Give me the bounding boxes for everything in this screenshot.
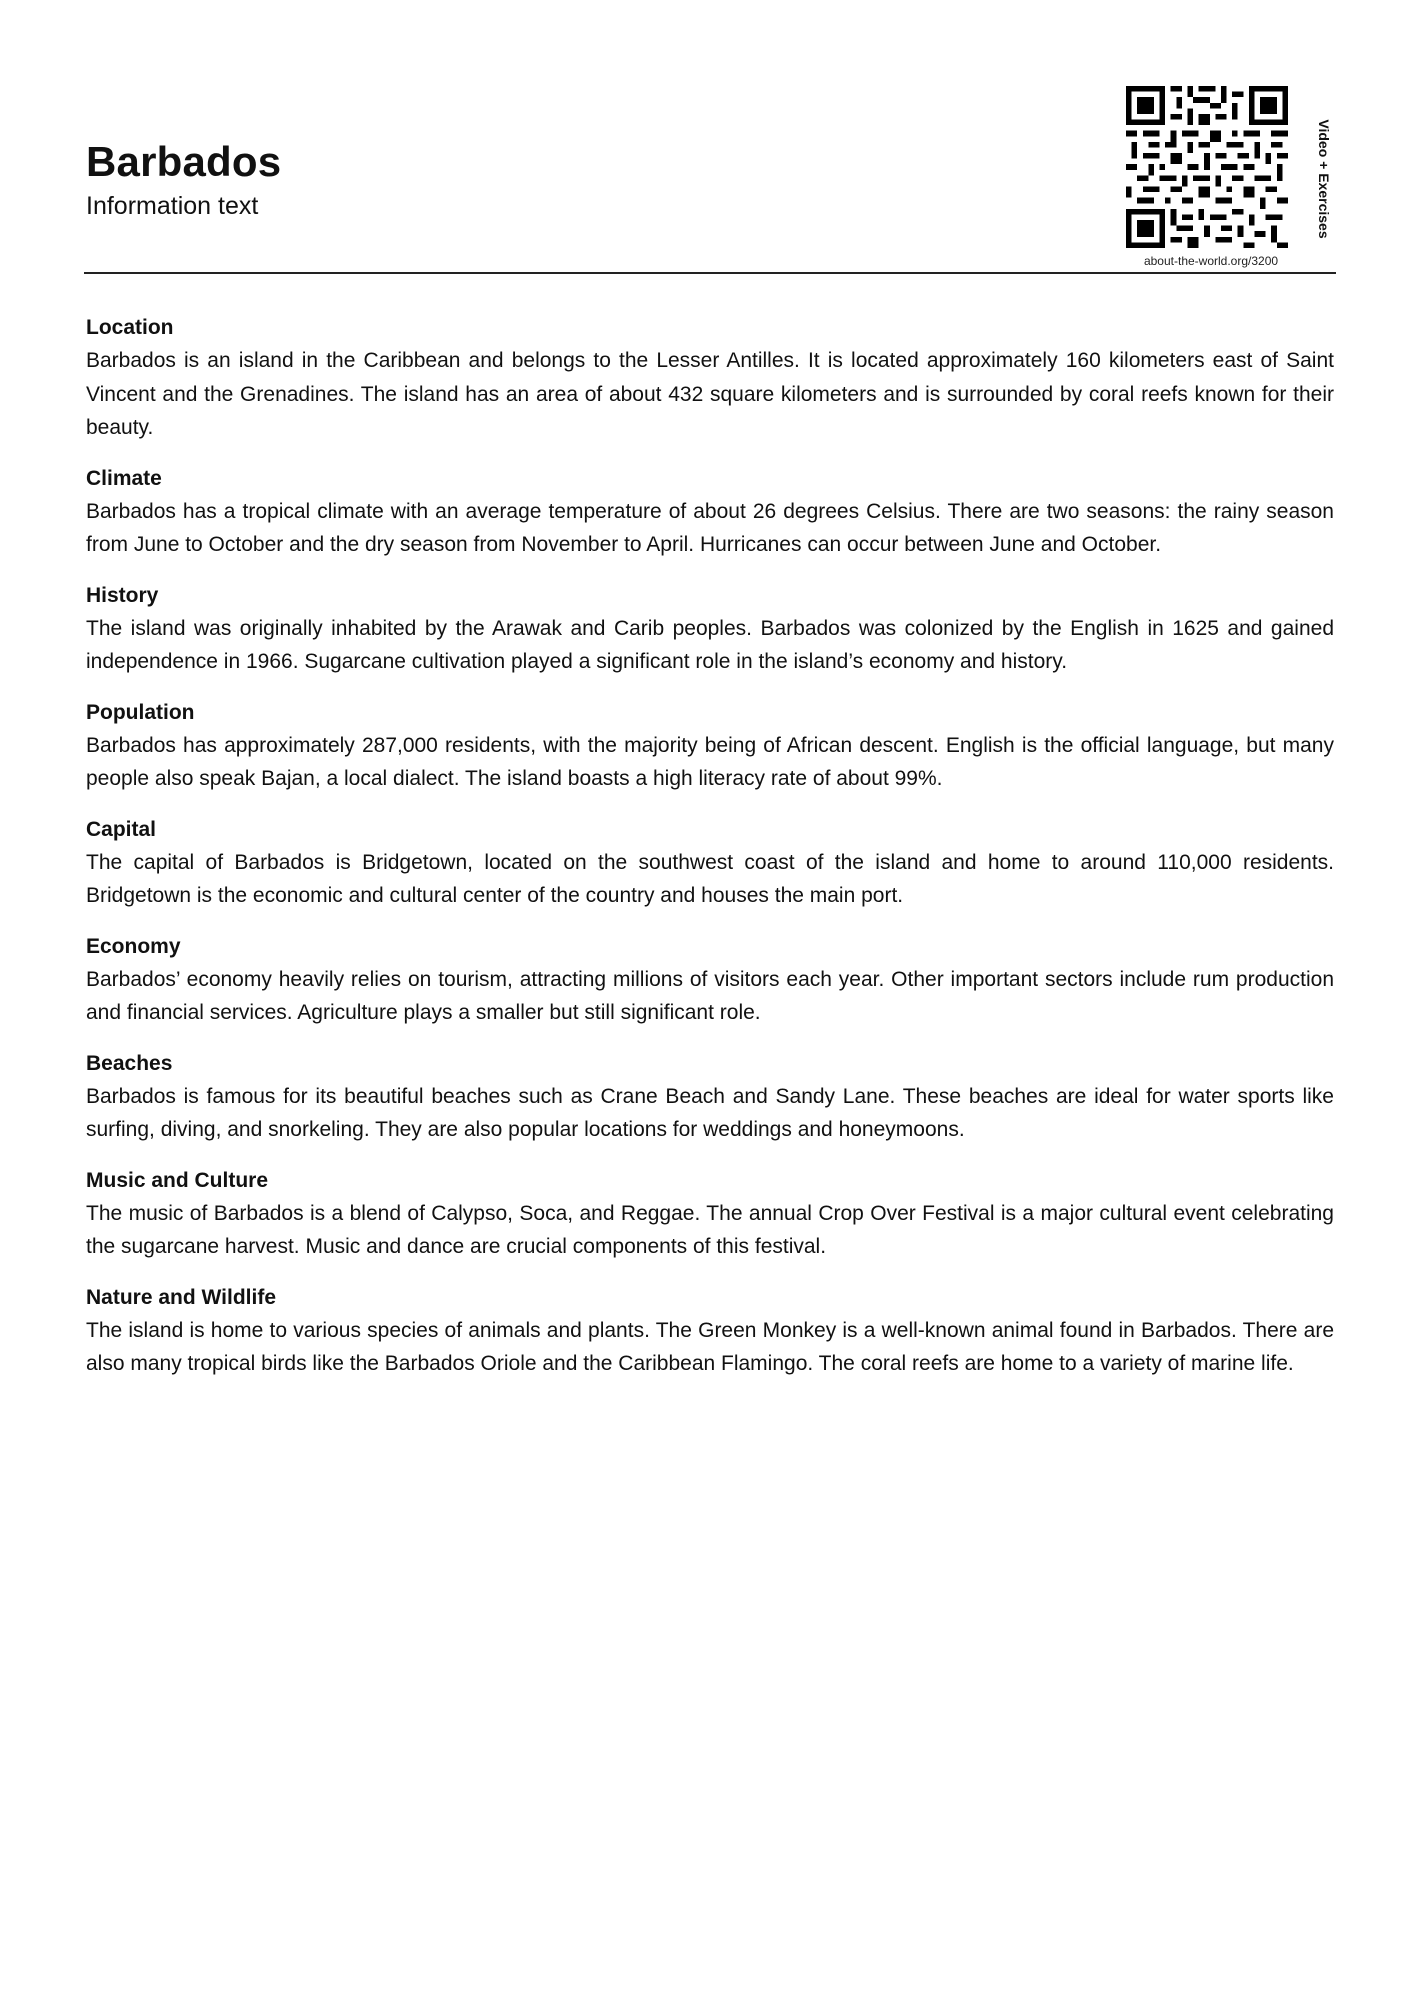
section-heading: Population	[86, 700, 195, 724]
section-history	[86, 580, 1334, 679]
section-text: Barbados is an island in the Caribbean and belongs to the Lesser Antilles. It is located approximately 160 kilometers east of Saint Vincent and the Grenadines. The island has an area of about 432 square kilometers and is surrounded by coral reefs known for their beauty.	[86, 349, 1334, 439]
section-location	[86, 312, 1334, 445]
section-text: The music of Barbados is a blend of Calypso, Soca, and Reggae. The annual Crop Over Festival is a major cultural event celebrating the sugarcane harvest. Music and dance are crucial components of this festival.	[86, 1201, 1334, 1258]
section-heading: Location	[86, 316, 174, 339]
section-heading: Nature and Wildlife	[86, 1285, 276, 1309]
section-text: The capital of Barbados is Bridgetown, located on the southwest coast of the island and home to around 110,000 residents. Bridgetown is the economic and cultural center of the country and houses the main port.	[86, 850, 1334, 907]
section-text: Barbados has approximately 287,000 residents, with the majority being of African descent. English is the official language, but many people also speak Bajan, a local dialect. The island boasts a high literacy rate of about 99%.	[86, 733, 1334, 790]
video-exercises-label: Video + Exercises	[1316, 119, 1332, 239]
page-title: Barbados	[86, 138, 282, 185]
section-text: The island is home to various species of animals and plants. The Green Monkey is a well-known animal found in Barbados. There are also many tropical birds like the Barbados Oriole and the Caribbean Flamingo. The coral reefs are home to a variety of marine life.	[86, 1318, 1334, 1375]
section-heading: Beaches	[86, 1051, 173, 1075]
section-population	[86, 697, 1334, 796]
article-body	[86, 312, 1334, 1399]
page-subtitle: Information text	[86, 192, 259, 220]
section-beaches	[86, 1048, 1334, 1147]
section-capital	[86, 814, 1334, 913]
section-heading: History	[86, 583, 159, 607]
section-climate	[86, 463, 1334, 562]
section-music-and-culture	[86, 1165, 1334, 1264]
qr-url-label[interactable]: about-the-world.org/3200	[1143, 254, 1279, 268]
section-text: Barbados is famous for its beautiful beaches such as Crane Beach and Sandy Lane. These beaches are ideal for water sports like surfing, diving, and snorkeling. They are also popular locations for weddings and honeymoons.	[86, 1084, 1334, 1141]
section-heading: Music and Culture	[86, 1168, 269, 1192]
qr-side-label	[1314, 104, 1334, 254]
qr-code-icon[interactable]	[1126, 86, 1288, 248]
section-heading: Climate	[86, 466, 162, 490]
section-nature-and-wildlife	[86, 1282, 1334, 1381]
section-text: Barbados’ economy heavily relies on tourism, attracting millions of visitors each year. Other important sectors include rum production and financial services. Agriculture plays a smaller but still significant role.	[86, 967, 1334, 1024]
section-text: The island was originally inhabited by the Arawak and Carib peoples. Barbados was colonized by the English in 1625 and gained independence in 1966. Sugarcane cultivation played a significant role in the island’s economy and history.	[86, 616, 1334, 673]
section-economy	[86, 931, 1334, 1030]
qr-code-block[interactable]	[1120, 82, 1300, 272]
section-heading: Economy	[86, 934, 181, 958]
section-text: Barbados has a tropical climate with an average temperature of about 26 degrees Celsius. There are two seasons: the rainy season from June to October and the dry season from November to April. Hurricanes can occur between June and October.	[86, 499, 1334, 556]
header-divider	[84, 272, 1336, 274]
section-heading: Capital	[86, 817, 157, 841]
